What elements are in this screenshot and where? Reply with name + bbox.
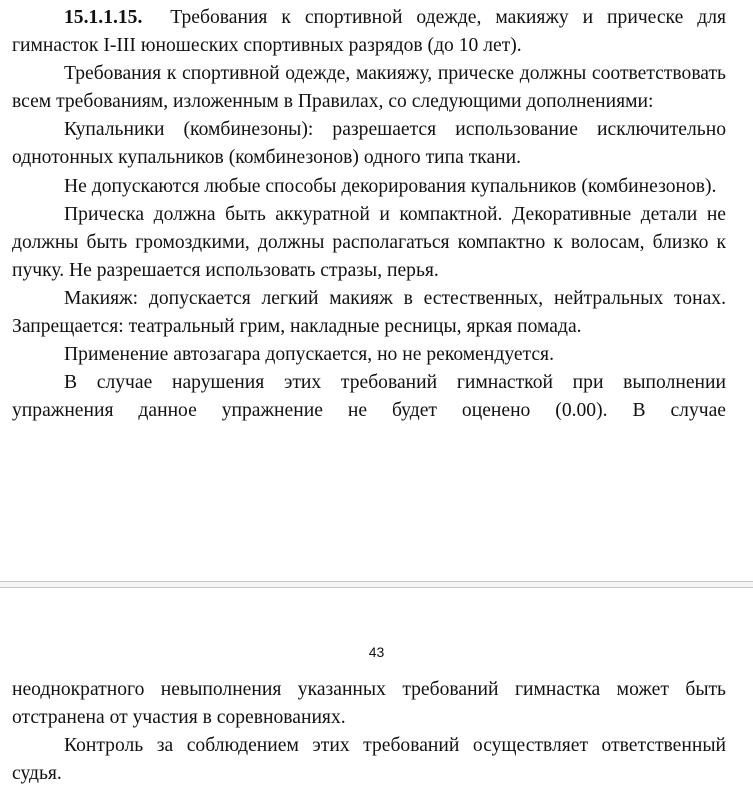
paragraph-violation: В случае нарушения этих требований гимнасткой при выполнении упражнения данное упражнение не будет оценено (0.00). В случае: [12, 372, 726, 422]
section-number: 15.1.1.15.: [64, 7, 143, 28]
document-page-bottom: [0, 588, 753, 789]
page-number: 43: [368, 644, 385, 660]
page-break-separator: [0, 581, 753, 588]
paragraph-violation-continued: неоднократного невыполнения указанных требований гимнастка может быть отстранена от участия в соревнованиях.: [12, 679, 726, 729]
paragraph-decoration: Не допускаются любые способы декорирования купальников (комбинезонов).: [64, 175, 717, 197]
paragraph-heading: [12, 4, 726, 60]
paragraph-swimsuits: Купальники (комбинезоны): разрешается использование исключительно однотонных купальников (комбинезонов) одного типа ткани.: [12, 119, 726, 169]
heading-text: Требования к спортивной одежде, макияжу и прическе для гимнасток I-III юношеских спортивных разрядов (до 10 лет).: [12, 7, 726, 57]
page-text-top: [12, 4, 726, 425]
page-text-bottom: [12, 676, 726, 788]
paragraph-tanning: Применение автозагара допускается, но не рекомендуется.: [64, 344, 554, 366]
paragraph-makeup: Макияж: допускается легкий макияж в естественных, нейтральных тонах. Запрещается: театральный грим, накладные ресницы, яркая помада.: [12, 287, 726, 338]
paragraph-control: Контроль за соблюдением этих требований осуществляет ответственный судья.: [12, 735, 726, 785]
paragraph-intro: Требования к спортивной одежде, макияжу, прическе должны соответствовать всем требованиям, изложенным в Правилах, со следующими дополнениями:: [12, 63, 726, 113]
paragraph-hairstyle: Прическа должна быть аккуратной и компактной. Декоративные детали не должны быть громоздкими, должны располагаться компактно к волосам, близко к пучку. Не разрешается использовать стразы, перья.: [12, 203, 726, 281]
